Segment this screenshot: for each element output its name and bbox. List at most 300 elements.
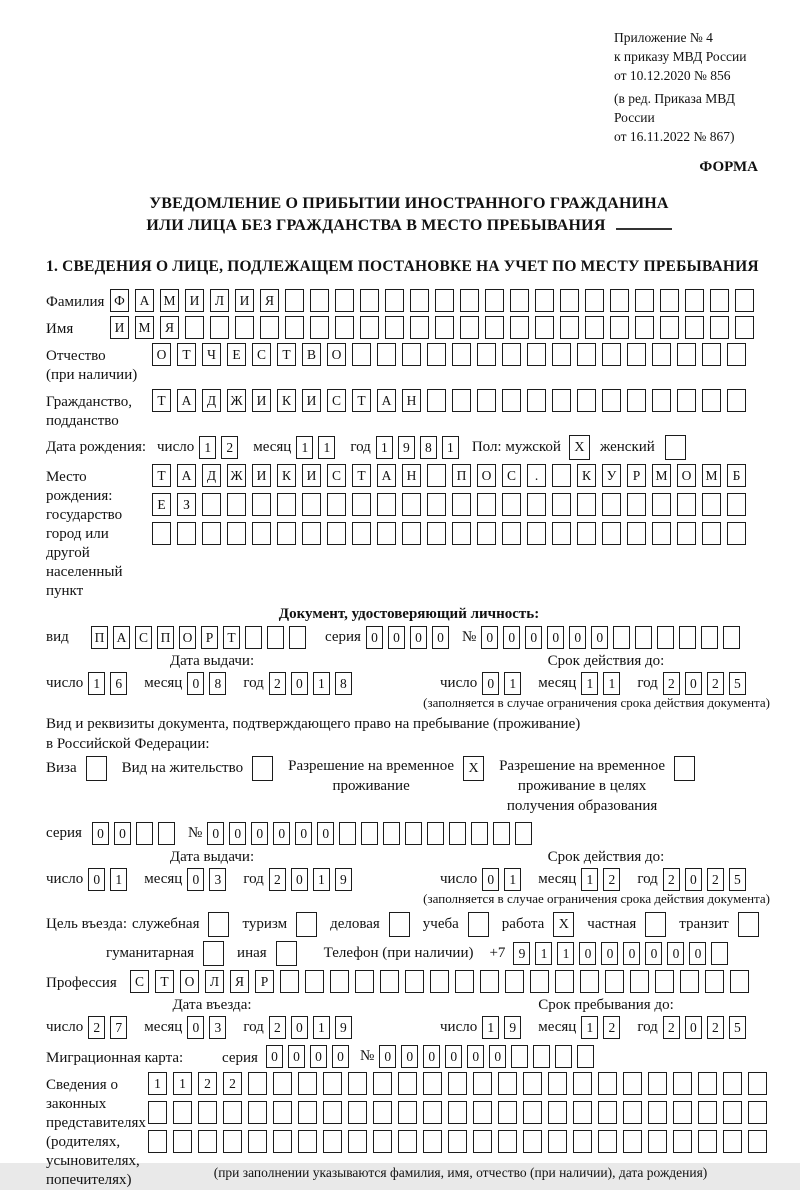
char-cell[interactable]: 0 — [569, 626, 586, 649]
char-cell[interactable] — [602, 389, 621, 412]
char-cell[interactable] — [323, 1101, 342, 1124]
char-cell[interactable] — [523, 1130, 542, 1153]
char-cell[interactable] — [698, 1101, 717, 1124]
char-cell[interactable]: 0 — [187, 868, 204, 891]
char-cell[interactable] — [655, 970, 674, 993]
purpose-transit-checkbox[interactable] — [738, 912, 759, 937]
char-cell[interactable]: 1 — [535, 942, 552, 965]
char-cell[interactable] — [355, 970, 374, 993]
char-cell[interactable]: К — [577, 464, 596, 487]
char-cell[interactable]: У — [602, 464, 621, 487]
char-cell[interactable]: 1 — [504, 672, 521, 695]
char-cell[interactable]: 0 — [114, 822, 131, 845]
char-cell[interactable]: 0 — [482, 868, 499, 891]
char-cell[interactable]: И — [252, 464, 271, 487]
char-cell[interactable]: 0 — [288, 1045, 305, 1068]
char-cell[interactable]: С — [327, 464, 346, 487]
char-cell[interactable] — [248, 1130, 267, 1153]
char-cell[interactable]: 0 — [489, 1045, 506, 1068]
char-cell[interactable] — [598, 1072, 617, 1095]
char-cell[interactable] — [648, 1101, 667, 1124]
char-cell[interactable]: 9 — [513, 942, 530, 965]
char-cell[interactable]: 2 — [223, 1072, 242, 1095]
char-cell[interactable] — [627, 493, 646, 516]
char-cell[interactable]: И — [110, 316, 129, 339]
char-cell[interactable] — [652, 522, 671, 545]
char-cell[interactable] — [202, 493, 221, 516]
char-cell[interactable] — [335, 289, 354, 312]
char-cell[interactable]: Л — [205, 970, 224, 993]
char-cell[interactable]: С — [502, 464, 521, 487]
char-cell[interactable] — [289, 626, 306, 649]
char-cell[interactable] — [552, 343, 571, 366]
char-cell[interactable] — [352, 493, 371, 516]
char-cell[interactable]: 0 — [623, 942, 640, 965]
char-cell[interactable]: 0 — [667, 942, 684, 965]
char-cell[interactable] — [610, 316, 629, 339]
char-cell[interactable] — [152, 522, 171, 545]
char-cell[interactable] — [533, 1045, 550, 1068]
char-cell[interactable] — [323, 1072, 342, 1095]
char-cell[interactable]: 1 — [110, 868, 127, 891]
char-cell[interactable] — [577, 343, 596, 366]
char-cell[interactable]: 0 — [432, 626, 449, 649]
char-cell[interactable]: 7 — [110, 1016, 127, 1039]
char-cell[interactable] — [248, 1101, 267, 1124]
char-cell[interactable]: 0 — [207, 822, 224, 845]
char-cell[interactable] — [602, 522, 621, 545]
char-cell[interactable] — [635, 626, 652, 649]
char-cell[interactable]: Я — [160, 316, 179, 339]
char-cell[interactable]: П — [91, 626, 108, 649]
char-cell[interactable] — [685, 316, 704, 339]
char-cell[interactable] — [701, 626, 718, 649]
sex-male-checkbox[interactable]: X — [569, 435, 590, 460]
char-cell[interactable] — [245, 626, 262, 649]
char-cell[interactable]: 0 — [251, 822, 268, 845]
purpose-business-checkbox[interactable] — [208, 912, 229, 937]
char-cell[interactable] — [398, 1101, 417, 1124]
purpose-work-checkbox[interactable]: X — [553, 912, 574, 937]
char-cell[interactable] — [727, 493, 746, 516]
char-cell[interactable] — [502, 389, 521, 412]
char-cell[interactable] — [185, 316, 204, 339]
char-cell[interactable]: Р — [627, 464, 646, 487]
char-cell[interactable] — [552, 389, 571, 412]
char-cell[interactable] — [555, 1045, 572, 1068]
char-cell[interactable] — [623, 1130, 642, 1153]
char-cell[interactable] — [555, 970, 574, 993]
char-cell[interactable]: 0 — [187, 1016, 204, 1039]
char-cell[interactable] — [360, 316, 379, 339]
char-cell[interactable] — [477, 389, 496, 412]
char-cell[interactable] — [560, 316, 579, 339]
char-cell[interactable] — [285, 289, 304, 312]
char-cell[interactable]: 3 — [209, 1016, 226, 1039]
char-cell[interactable]: 0 — [379, 1045, 396, 1068]
char-cell[interactable] — [302, 493, 321, 516]
char-cell[interactable] — [248, 1072, 267, 1095]
char-cell[interactable] — [698, 1130, 717, 1153]
char-cell[interactable] — [452, 493, 471, 516]
char-cell[interactable]: К — [277, 464, 296, 487]
char-cell[interactable] — [585, 316, 604, 339]
char-cell[interactable]: 0 — [410, 626, 427, 649]
char-cell[interactable]: 0 — [467, 1045, 484, 1068]
char-cell[interactable] — [198, 1130, 217, 1153]
char-cell[interactable] — [679, 626, 696, 649]
char-cell[interactable] — [677, 343, 696, 366]
char-cell[interactable] — [585, 289, 604, 312]
char-cell[interactable] — [398, 1130, 417, 1153]
char-cell[interactable] — [548, 1130, 567, 1153]
char-cell[interactable]: И — [302, 464, 321, 487]
char-cell[interactable] — [552, 522, 571, 545]
char-cell[interactable]: О — [327, 343, 346, 366]
char-cell[interactable] — [380, 970, 399, 993]
char-cell[interactable]: Д — [202, 464, 221, 487]
char-cell[interactable]: 0 — [266, 1045, 283, 1068]
char-cell[interactable]: Т — [352, 389, 371, 412]
char-cell[interactable]: 3 — [209, 868, 226, 891]
char-cell[interactable] — [377, 522, 396, 545]
char-cell[interactable]: 1 — [313, 672, 330, 695]
char-cell[interactable]: 9 — [335, 1016, 352, 1039]
char-cell[interactable]: 8 — [209, 672, 226, 695]
char-cell[interactable] — [352, 522, 371, 545]
char-cell[interactable] — [535, 316, 554, 339]
char-cell[interactable]: 2 — [198, 1072, 217, 1095]
char-cell[interactable]: 0 — [401, 1045, 418, 1068]
char-cell[interactable]: 0 — [579, 942, 596, 965]
char-cell[interactable] — [402, 493, 421, 516]
edu-permit-checkbox[interactable] — [674, 756, 695, 781]
char-cell[interactable]: О — [180, 970, 199, 993]
char-cell[interactable]: 1 — [313, 868, 330, 891]
char-cell[interactable]: В — [302, 343, 321, 366]
char-cell[interactable] — [423, 1072, 442, 1095]
char-cell[interactable]: Р — [255, 970, 274, 993]
char-cell[interactable]: 0 — [482, 672, 499, 695]
char-cell[interactable] — [310, 316, 329, 339]
char-cell[interactable] — [727, 389, 746, 412]
char-cell[interactable] — [605, 970, 624, 993]
char-cell[interactable] — [548, 1101, 567, 1124]
char-cell[interactable] — [348, 1101, 367, 1124]
char-cell[interactable] — [373, 1130, 392, 1153]
char-cell[interactable]: 0 — [423, 1045, 440, 1068]
char-cell[interactable]: 1 — [581, 868, 598, 891]
char-cell[interactable]: 9 — [504, 1016, 521, 1039]
char-cell[interactable]: 0 — [332, 1045, 349, 1068]
char-cell[interactable] — [477, 522, 496, 545]
char-cell[interactable]: 2 — [269, 1016, 286, 1039]
char-cell[interactable] — [330, 970, 349, 993]
char-cell[interactable] — [360, 289, 379, 312]
char-cell[interactable]: 2 — [269, 672, 286, 695]
char-cell[interactable] — [323, 1130, 342, 1153]
char-cell[interactable]: 5 — [729, 868, 746, 891]
char-cell[interactable]: О — [152, 343, 171, 366]
char-cell[interactable] — [385, 289, 404, 312]
char-cell[interactable] — [452, 343, 471, 366]
char-cell[interactable]: О — [677, 464, 696, 487]
char-cell[interactable]: Т — [223, 626, 240, 649]
char-cell[interactable]: Я — [230, 970, 249, 993]
char-cell[interactable] — [510, 289, 529, 312]
char-cell[interactable] — [573, 1101, 592, 1124]
char-cell[interactable]: Т — [155, 970, 174, 993]
char-cell[interactable] — [423, 1130, 442, 1153]
char-cell[interactable] — [660, 316, 679, 339]
char-cell[interactable] — [711, 942, 728, 965]
char-cell[interactable]: М — [135, 316, 154, 339]
char-cell[interactable]: П — [452, 464, 471, 487]
char-cell[interactable] — [748, 1101, 767, 1124]
char-cell[interactable] — [511, 1045, 528, 1068]
char-cell[interactable] — [577, 389, 596, 412]
char-cell[interactable] — [698, 1072, 717, 1095]
char-cell[interactable]: 1 — [557, 942, 574, 965]
char-cell[interactable] — [627, 522, 646, 545]
char-cell[interactable] — [652, 343, 671, 366]
char-cell[interactable] — [685, 289, 704, 312]
char-cell[interactable]: 0 — [88, 868, 105, 891]
char-cell[interactable]: О — [477, 464, 496, 487]
purpose-tourism-checkbox[interactable] — [296, 912, 317, 937]
char-cell[interactable] — [427, 389, 446, 412]
char-cell[interactable] — [377, 493, 396, 516]
char-cell[interactable] — [560, 289, 579, 312]
char-cell[interactable] — [452, 389, 471, 412]
char-cell[interactable] — [648, 1072, 667, 1095]
char-cell[interactable] — [577, 522, 596, 545]
char-cell[interactable] — [677, 522, 696, 545]
char-cell[interactable] — [198, 1101, 217, 1124]
char-cell[interactable] — [702, 522, 721, 545]
char-cell[interactable] — [477, 343, 496, 366]
char-cell[interactable]: П — [157, 626, 174, 649]
char-cell[interactable] — [427, 464, 446, 487]
char-cell[interactable]: Т — [152, 389, 171, 412]
char-cell[interactable] — [352, 343, 371, 366]
char-cell[interactable]: С — [252, 343, 271, 366]
char-cell[interactable]: Т — [152, 464, 171, 487]
char-cell[interactable] — [173, 1101, 192, 1124]
char-cell[interactable]: И — [185, 289, 204, 312]
char-cell[interactable] — [677, 493, 696, 516]
char-cell[interactable]: 0 — [601, 942, 618, 965]
char-cell[interactable] — [410, 289, 429, 312]
char-cell[interactable]: 2 — [221, 436, 238, 459]
char-cell[interactable] — [423, 1101, 442, 1124]
char-cell[interactable] — [177, 522, 196, 545]
char-cell[interactable]: 1 — [581, 672, 598, 695]
char-cell[interactable] — [339, 822, 356, 845]
residence-permit-checkbox[interactable] — [252, 756, 273, 781]
char-cell[interactable] — [623, 1101, 642, 1124]
char-cell[interactable]: 2 — [707, 868, 724, 891]
char-cell[interactable] — [252, 493, 271, 516]
char-cell[interactable]: 0 — [291, 1016, 308, 1039]
char-cell[interactable] — [498, 1101, 517, 1124]
char-cell[interactable] — [580, 970, 599, 993]
char-cell[interactable]: М — [652, 464, 671, 487]
char-cell[interactable] — [227, 493, 246, 516]
char-cell[interactable]: Р — [201, 626, 218, 649]
char-cell[interactable] — [398, 1072, 417, 1095]
char-cell[interactable]: 0 — [645, 942, 662, 965]
char-cell[interactable] — [473, 1101, 492, 1124]
purpose-private-checkbox[interactable] — [645, 912, 666, 937]
char-cell[interactable] — [285, 316, 304, 339]
char-cell[interactable] — [598, 1130, 617, 1153]
char-cell[interactable]: 0 — [291, 672, 308, 695]
char-cell[interactable] — [273, 1072, 292, 1095]
char-cell[interactable] — [373, 1072, 392, 1095]
char-cell[interactable] — [630, 970, 649, 993]
char-cell[interactable] — [748, 1130, 767, 1153]
char-cell[interactable]: 1 — [442, 436, 459, 459]
char-cell[interactable] — [577, 1045, 594, 1068]
char-cell[interactable]: 2 — [88, 1016, 105, 1039]
char-cell[interactable]: 0 — [317, 822, 334, 845]
purpose-commercial-checkbox[interactable] — [389, 912, 410, 937]
char-cell[interactable] — [723, 626, 740, 649]
char-cell[interactable] — [305, 970, 324, 993]
char-cell[interactable] — [502, 343, 521, 366]
char-cell[interactable] — [498, 1072, 517, 1095]
char-cell[interactable]: С — [130, 970, 149, 993]
purpose-humanitarian-checkbox[interactable] — [203, 941, 224, 966]
char-cell[interactable]: Н — [402, 389, 421, 412]
char-cell[interactable] — [515, 822, 532, 845]
char-cell[interactable] — [613, 626, 630, 649]
char-cell[interactable] — [383, 822, 400, 845]
char-cell[interactable] — [573, 1130, 592, 1153]
char-cell[interactable] — [598, 1101, 617, 1124]
char-cell[interactable] — [435, 316, 454, 339]
char-cell[interactable]: Ж — [227, 464, 246, 487]
char-cell[interactable] — [298, 1130, 317, 1153]
char-cell[interactable]: Я — [260, 289, 279, 312]
char-cell[interactable]: Т — [277, 343, 296, 366]
char-cell[interactable] — [710, 289, 729, 312]
char-cell[interactable]: И — [235, 289, 254, 312]
char-cell[interactable] — [502, 493, 521, 516]
char-cell[interactable] — [385, 316, 404, 339]
char-cell[interactable] — [348, 1130, 367, 1153]
char-cell[interactable] — [277, 522, 296, 545]
char-cell[interactable] — [505, 970, 524, 993]
char-cell[interactable]: А — [177, 389, 196, 412]
char-cell[interactable] — [427, 493, 446, 516]
char-cell[interactable] — [136, 822, 153, 845]
char-cell[interactable]: О — [179, 626, 196, 649]
char-cell[interactable]: 0 — [310, 1045, 327, 1068]
char-cell[interactable] — [452, 522, 471, 545]
char-cell[interactable] — [427, 822, 444, 845]
char-cell[interactable] — [705, 970, 724, 993]
char-cell[interactable] — [635, 316, 654, 339]
char-cell[interactable] — [455, 970, 474, 993]
char-cell[interactable] — [223, 1101, 242, 1124]
char-cell[interactable] — [610, 289, 629, 312]
char-cell[interactable] — [448, 1072, 467, 1095]
char-cell[interactable] — [298, 1101, 317, 1124]
char-cell[interactable]: 2 — [707, 672, 724, 695]
char-cell[interactable] — [673, 1130, 692, 1153]
char-cell[interactable]: Т — [352, 464, 371, 487]
char-cell[interactable] — [427, 522, 446, 545]
char-cell[interactable] — [448, 1101, 467, 1124]
char-cell[interactable] — [267, 626, 284, 649]
char-cell[interactable]: 9 — [335, 868, 352, 891]
char-cell[interactable] — [485, 316, 504, 339]
char-cell[interactable] — [427, 343, 446, 366]
char-cell[interactable] — [473, 1130, 492, 1153]
char-cell[interactable]: 2 — [663, 672, 680, 695]
char-cell[interactable]: 2 — [603, 868, 620, 891]
char-cell[interactable]: 1 — [173, 1072, 192, 1095]
char-cell[interactable]: И — [302, 389, 321, 412]
char-cell[interactable] — [210, 316, 229, 339]
char-cell[interactable] — [273, 1101, 292, 1124]
char-cell[interactable] — [727, 522, 746, 545]
char-cell[interactable] — [527, 343, 546, 366]
char-cell[interactable]: 0 — [689, 942, 706, 965]
char-cell[interactable]: 0 — [591, 626, 608, 649]
char-cell[interactable] — [148, 1130, 167, 1153]
char-cell[interactable] — [158, 822, 175, 845]
char-cell[interactable] — [277, 493, 296, 516]
char-cell[interactable]: 5 — [729, 1016, 746, 1039]
char-cell[interactable] — [460, 316, 479, 339]
char-cell[interactable] — [471, 822, 488, 845]
char-cell[interactable] — [627, 343, 646, 366]
char-cell[interactable]: 0 — [366, 626, 383, 649]
char-cell[interactable]: 1 — [148, 1072, 167, 1095]
char-cell[interactable]: 8 — [420, 436, 437, 459]
char-cell[interactable] — [477, 493, 496, 516]
char-cell[interactable]: Д — [202, 389, 221, 412]
char-cell[interactable]: 0 — [685, 868, 702, 891]
char-cell[interactable] — [148, 1101, 167, 1124]
char-cell[interactable] — [623, 1072, 642, 1095]
char-cell[interactable] — [493, 822, 510, 845]
char-cell[interactable]: 0 — [92, 822, 109, 845]
char-cell[interactable] — [680, 970, 699, 993]
char-cell[interactable] — [348, 1072, 367, 1095]
char-cell[interactable] — [485, 289, 504, 312]
char-cell[interactable] — [648, 1130, 667, 1153]
char-cell[interactable] — [573, 1072, 592, 1095]
char-cell[interactable] — [602, 343, 621, 366]
char-cell[interactable] — [302, 522, 321, 545]
char-cell[interactable] — [235, 316, 254, 339]
char-cell[interactable] — [730, 970, 749, 993]
char-cell[interactable]: 9 — [398, 436, 415, 459]
char-cell[interactable] — [335, 316, 354, 339]
char-cell[interactable] — [527, 522, 546, 545]
char-cell[interactable] — [530, 970, 549, 993]
char-cell[interactable]: 1 — [88, 672, 105, 695]
char-cell[interactable]: 0 — [685, 672, 702, 695]
sex-female-checkbox[interactable] — [665, 435, 686, 460]
char-cell[interactable] — [723, 1130, 742, 1153]
char-cell[interactable] — [377, 343, 396, 366]
char-cell[interactable]: Ж — [227, 389, 246, 412]
